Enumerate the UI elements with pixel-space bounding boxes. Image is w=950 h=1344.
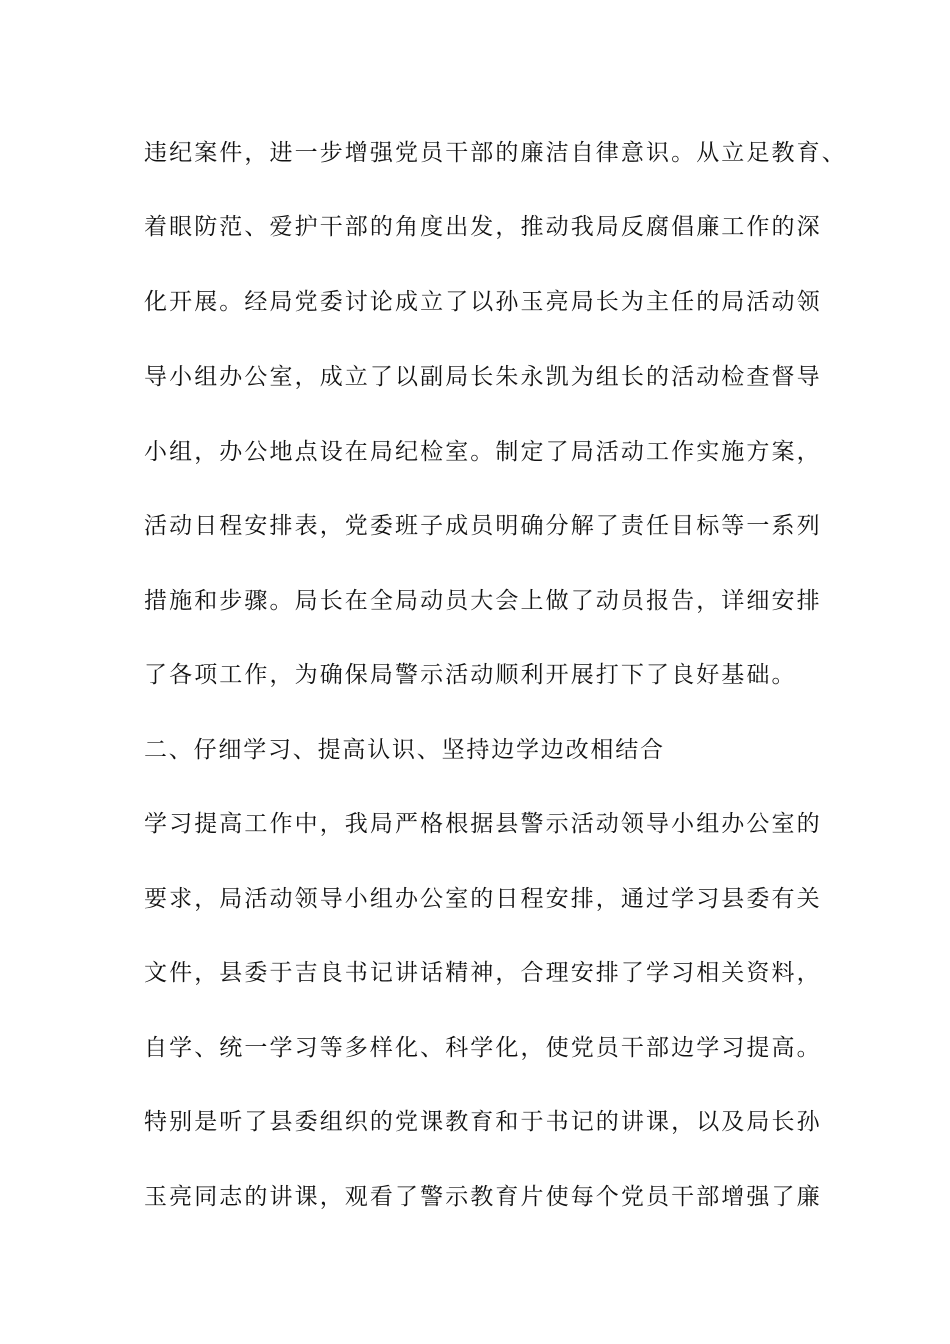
body-text-line: 了各项工作，为确保局警示活动顺利开展打下了良好基础。	[144, 662, 797, 688]
body-text-line: 导小组办公室，成立了以副局长朱永凯为组长的活动检查督导	[144, 364, 822, 390]
body-text-line: 小组，办公地点设在局纪检室。制定了局活动工作实施方案，	[144, 439, 822, 465]
body-text-line: 玉亮同志的讲课，观看了警示教育片使每个党员干部增强了廉	[144, 1184, 822, 1210]
body-text-line: 化开展。经局党委讨论成立了以孙玉亮局长为主任的局活动领	[144, 289, 822, 315]
section-heading: 二、仔细学习、提高认识、坚持边学边改相结合	[144, 737, 665, 763]
body-text-line: 着眼防范、爱护干部的角度出发，推动我局反腐倡廉工作的深	[144, 214, 822, 240]
body-text-line: 活动日程安排表，党委班子成员明确分解了责任目标等一系列	[144, 513, 822, 539]
body-text-line: 特别是听了县委组织的党课教育和于书记的讲课，以及局长孙	[144, 1109, 822, 1135]
body-text-line: 文件，县委于吉良书记讲话精神，合理安排了学习相关资料，	[144, 960, 822, 986]
body-text-line: 自学、统一学习等多样化、科学化，使党员干部边学习提高。	[144, 1035, 822, 1061]
body-text-line: 违纪案件，进一步增强党员干部的廉洁自律意识。从立足教育、	[144, 140, 847, 166]
body-text-line: 学习提高工作中，我局严格根据县警示活动领导小组办公室的	[144, 811, 822, 837]
body-text-line: 措施和步骤。局长在全局动员大会上做了动员报告，详细安排	[144, 588, 822, 614]
body-text-line: 要求，局活动领导小组办公室的日程安排，通过学习县委有关	[144, 886, 822, 912]
